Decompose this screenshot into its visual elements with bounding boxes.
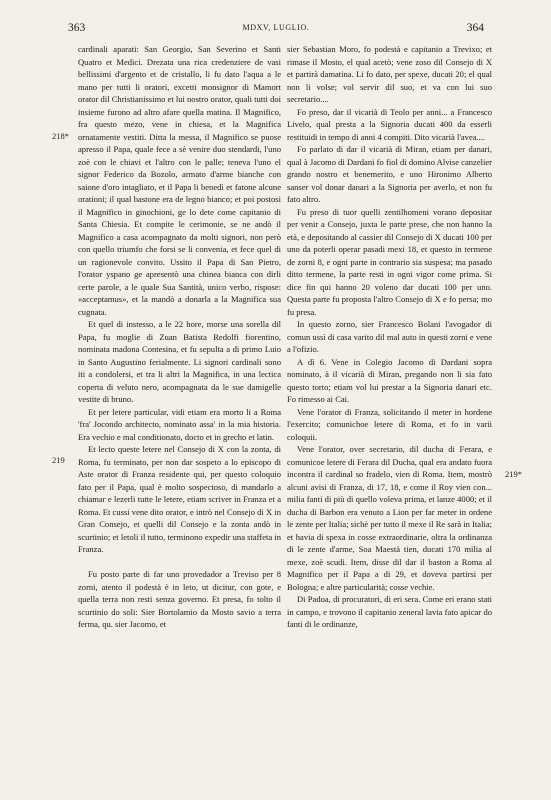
paragraph: Vene l'orator di Franza, solicitando il meter in hordene l'exercito; comunichoe letere di Roma, et fo in varii coloquii. bbox=[287, 406, 492, 442]
paragraph: A dì 6. Vene in Colegio Jacomo di Dardani sopra nominato, à il vicarià di Miran, pregando non li sia fato questo torto; etiam vol lui prestar a la Signoria danari etc. Fo rimesso ai Cai. bbox=[287, 356, 492, 404]
running-head: MDXV, LUGLIO. bbox=[242, 23, 310, 32]
page-header bbox=[68, 22, 484, 38]
margin-note-218: 218* bbox=[52, 131, 69, 141]
paragraph: Et lecto queste letere nel Consejo di X con la zonta, di Roma, fu terminato, per non dar sospeto a lo episcopo di Aste orator di Franza residente qui, per questo coloquio fato per il Papa, qual è molto sospectoso, di mandarlo a chiamar e lezerli tutte le letere, etiam scriver in Franza et a Roma. Et cussi vene dito orator, e intrò nel Consejo di X in Gran Consejo, et quelli dil Consejo e la zonta andò in scurtinio; et letoli il tutto, terminono expedir una staffeta in Franza. bbox=[78, 444, 281, 554]
paragraph: Di Padoa, di procuratori, di eri sera. Come eri erano stati in campo, e trovono il capitanio zeneral lavia fato apicar do fanti di le ordinanze, bbox=[287, 594, 492, 629]
paragraph: Fu preso di tuor quelli zentilhomeni vorano depositar per venir a Consejo, juxta le parte prese, che non hanno la età, e depositando al cassier dil Consejo di X ducati 100 per uno da poterli operar pasadi mexi 18, et questo in termene de zorni 8, e ogni parte in contrario sia suspesa; ma pasado ditto termene, la parte resti in ogni vigor come prima. Si dice fin qui hanno 20 voleno dar ducati 100 per uno. Questa parte fu proposta l'altro Consejo di X e fo persa; mo fu presa. bbox=[287, 206, 492, 317]
paragraph: Fo parlato di dar il vicarià di Miran, etiam per danari, qual à Jacomo di Dardani fo fiol di domino Alvise canzelier grando nostro et benemerito, e uno Hironimo Alberto sanser vol donar danari a la Signoria per averlo, et non fu fato altro. bbox=[287, 144, 492, 204]
paragraph: Vene l'orator, over secretario, dil ducha di Ferara, e comunicoe letere di Ferara dil Ducha, qual era andato fuora incontra il cardinal so fradelo, vien di Roma. Item, mostrò alcuni avisi di Franza, di 17, 18, e come il Roy vien con... milia fanti di più di quello voleva prima, et lanze 4000; et il ducha di Barbon era venuto a Lion per far meter in ordene le zente per Italia; sichè per tutto il mexe il Re sarà in Italia; et havia di spexa in cosse extraordinarie, oltra la ordinanza di le zente d'arme, Soa Maestà tien, ducati 170 milia al mexe, zoè scudi. Item, disse dil dar il baston a Roma al Magnifico per il Papa a di 29, et doveva partirsi per Bologna; e altre particularità; cosse vechie. bbox=[287, 444, 492, 592]
left-text-column bbox=[78, 43, 281, 631]
paragraph: sier Sebastian Moro, fo podestà e capitanio a Trevixo; et rimase il Mosto, el qual acetò; vene zoso dil Consejo di X et partirà damatina. Li fo dato, per spexe, ducati 20; el qual non li volse; vol servir dil suo, et va con lui suo secretario.... bbox=[287, 44, 492, 104]
paragraph: In questo zorno, sier Francesco Bolani l'avogador di comun ussì di casa varito dil mal auto in questi zorni e vene a l'ofizio. bbox=[287, 319, 492, 354]
margin-note-219: 219 bbox=[52, 455, 65, 465]
paragraph: cardinali aparati: San Georgio, San Severino et Santi Quatro et Medici. Drezata una rica credenziere de vasi bellissimi d'argento et de cristallo, li fu dato l'aqua a le mano per tutti li oratori, excetti monsignor di Mamort orator dil Christianissimo et lui nostro orator, quali tutti doi insieme furono ad altro afare quella matina. Il Magnifico, fra questo mezo, vene in chiesa, et la Magnifica ornatamente vestiti. Ditta la messa, il Magnifico se puose apresso il Papa, quale fece a sè venire duo stendardi, l'uno zoè con le chiavi et l'altro con le palle; teneva l'uno el signor Federico da Bozolo, armato d'arme bianche con saione d'oro intagliato, et il Papa li benedì et fatone alcune orationi; il qual bastone era de legno bianco; et poi postosi il Magnifico in ginochioni, ge lo dete come capitanio di Santa Chiesia. Et compite le cerimonie, se ne andò il Magnifico a casa acompagnato da molti signori, non però con quello triumfo che forsi se li convenia, et fece quel di un ragionevole convito. Ussito il Papa di San Pietro, l'orator yspano ge apresentò una chinea bianca con dirli certe parole, a le quale Sua Santità, unico verbo, rispose: «acceptamus», et la mandò a donarla a la Magnifica sua cugnata. bbox=[78, 44, 281, 317]
margin-note-219-right: 219* bbox=[505, 469, 522, 479]
page-number-left: 363 bbox=[68, 22, 86, 34]
page-number-right: 364 bbox=[466, 22, 484, 34]
paragraph: Et quel di instesso, a le 22 hore, morse una sorella dil Papa, fu moglie di Zuan Batista Redolfi fiorentino, nominata madona Contesina, et fu sepulta a di primo Luio in Santo Augustino ferialmente. Li signori cardinali sono iti a condolersi, et tra li altri la Magnifica, in una lectica coperta di veluto nero, acompagnata da le sue damigelle vestite di bruno. bbox=[78, 319, 281, 404]
right-text-column bbox=[287, 43, 492, 631]
paragraph: Fo preso, dar il vicarià di Teolo per anni... a Francesco Livelo, qual presta a la Signoria ducati 400 da esserli restituidi in tempo di anni 4 compiti. Dito vicarià l'avea.... bbox=[287, 106, 492, 142]
paragraph: Fu posto parte di far uno provedador a Treviso per 8 zorni, atento il podestà è in leto, ut dicitur, con gote, e quella terra non resti senza governo. Et presa, fo tolto il scurtinio do soli: Sier Bortolamio da Mosto savio a terra ferma, qu. sier Jacomo, et bbox=[78, 569, 281, 629]
paragraph: Et per letere particular, vidi etiam era morto li a Roma 'fra' Jocondo architecto, nominato assa' in la mia historia. Era vechio e mal conditionato, docto et in grecho et latin. bbox=[78, 406, 281, 442]
